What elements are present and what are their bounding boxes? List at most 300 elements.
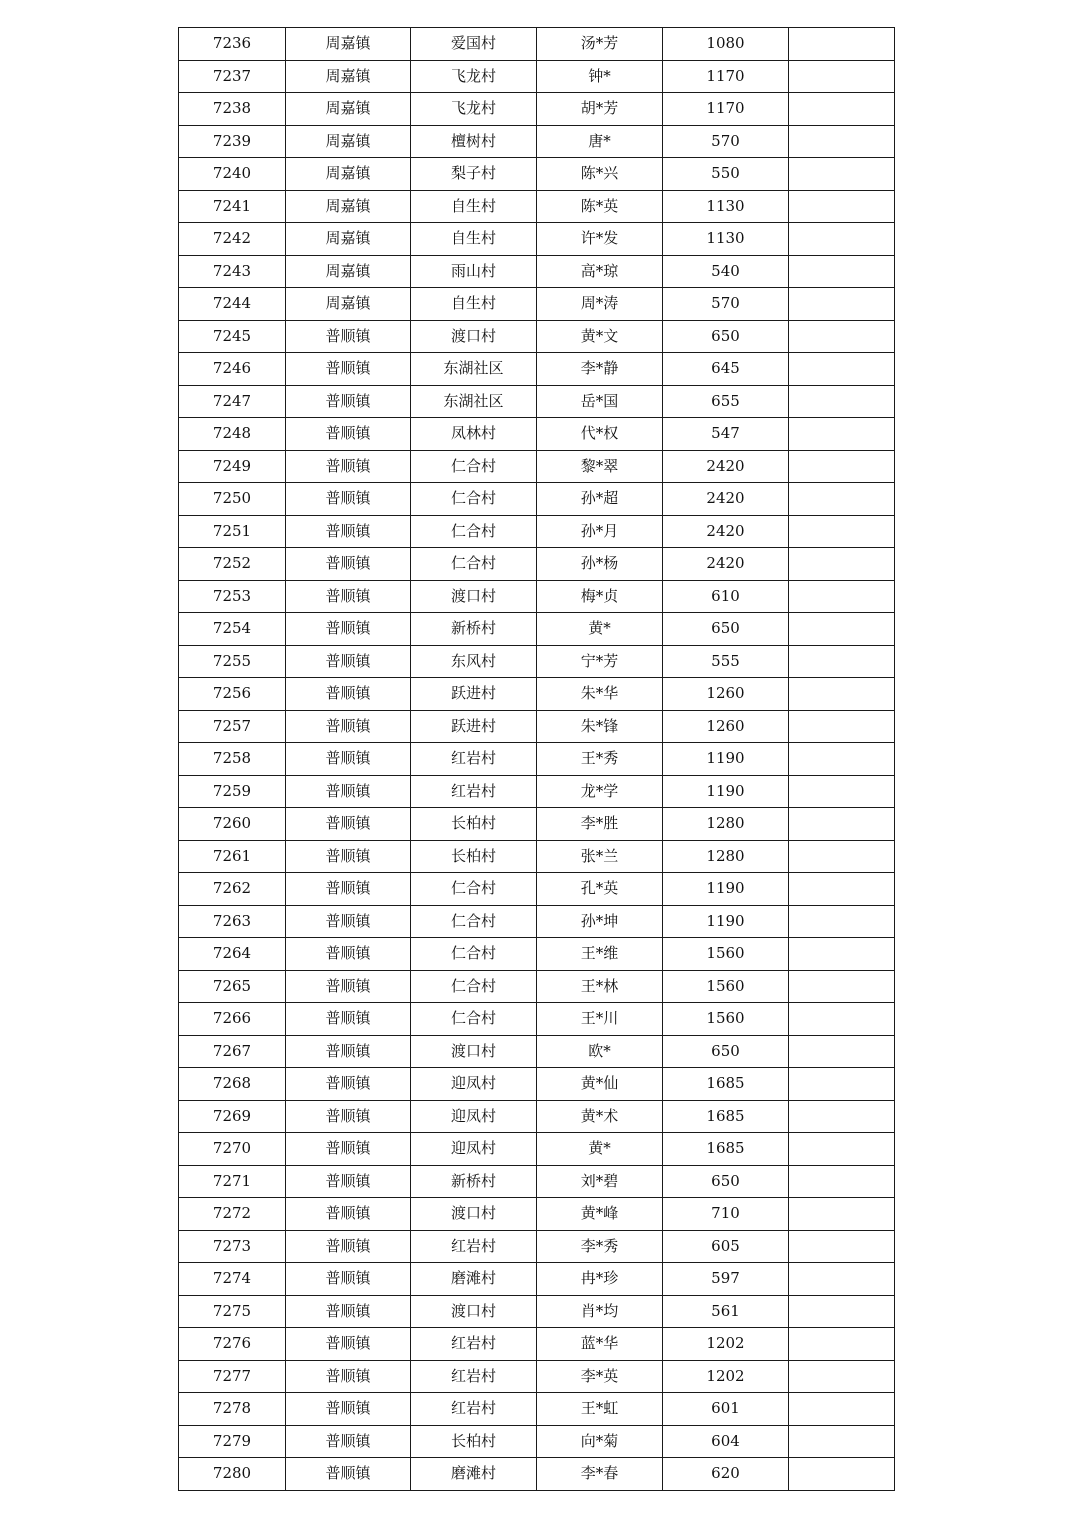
village-cell: 梨子村: [411, 158, 537, 191]
name-cell: 陈*兴: [537, 158, 663, 191]
amount-cell: 610: [663, 580, 789, 613]
town-cell: 普顺镇: [286, 743, 411, 776]
name-cell: 龙*学: [537, 775, 663, 808]
name-cell: 朱*华: [537, 678, 663, 711]
table-row: [179, 613, 895, 646]
amount-cell: 547: [663, 418, 789, 451]
name-cell: 岳*国: [537, 385, 663, 418]
note-cell: [789, 873, 895, 906]
table-row: [179, 483, 895, 516]
table-row: [179, 515, 895, 548]
town-cell: 普顺镇: [286, 1133, 411, 1166]
amount-cell: 1260: [663, 710, 789, 743]
table-row: [179, 678, 895, 711]
table-row: [179, 1198, 895, 1231]
village-cell: 东风村: [411, 645, 537, 678]
note-cell: [789, 60, 895, 93]
row-number-cell: 7258: [179, 743, 286, 776]
town-cell: 普顺镇: [286, 775, 411, 808]
row-number-cell: 7263: [179, 905, 286, 938]
row-number-cell: 7245: [179, 320, 286, 353]
row-number-cell: 7257: [179, 710, 286, 743]
name-cell: 刘*碧: [537, 1165, 663, 1198]
row-number-cell: 7248: [179, 418, 286, 451]
village-cell: 红岩村: [411, 775, 537, 808]
name-cell: 孔*英: [537, 873, 663, 906]
name-cell: 肖*均: [537, 1295, 663, 1328]
name-cell: 李*英: [537, 1360, 663, 1393]
table-row: [179, 970, 895, 1003]
note-cell: [789, 678, 895, 711]
name-cell: 李*秀: [537, 1230, 663, 1263]
town-cell: 普顺镇: [286, 873, 411, 906]
amount-cell: 2420: [663, 515, 789, 548]
row-number-cell: 7262: [179, 873, 286, 906]
amount-cell: 1280: [663, 840, 789, 873]
town-cell: 周嘉镇: [286, 190, 411, 223]
note-cell: [789, 1295, 895, 1328]
town-cell: 普顺镇: [286, 1035, 411, 1068]
row-number-cell: 7264: [179, 938, 286, 971]
table-row: [179, 1425, 895, 1458]
village-cell: 迎凤村: [411, 1100, 537, 1133]
name-cell: 高*琼: [537, 255, 663, 288]
amount-cell: 1560: [663, 1003, 789, 1036]
note-cell: [789, 548, 895, 581]
row-number-cell: 7251: [179, 515, 286, 548]
town-cell: 周嘉镇: [286, 158, 411, 191]
town-cell: 周嘉镇: [286, 255, 411, 288]
note-cell: [789, 970, 895, 1003]
note-cell: [789, 1165, 895, 1198]
note-cell: [789, 1035, 895, 1068]
row-number-cell: 7270: [179, 1133, 286, 1166]
town-cell: 普顺镇: [286, 450, 411, 483]
row-number-cell: 7237: [179, 60, 286, 93]
row-number-cell: 7279: [179, 1425, 286, 1458]
note-cell: [789, 613, 895, 646]
row-number-cell: 7247: [179, 385, 286, 418]
village-cell: 仁合村: [411, 873, 537, 906]
town-cell: 普顺镇: [286, 320, 411, 353]
town-cell: 普顺镇: [286, 1393, 411, 1426]
town-cell: 周嘉镇: [286, 28, 411, 61]
note-cell: [789, 385, 895, 418]
table-row: [179, 808, 895, 841]
name-cell: 汤*芳: [537, 28, 663, 61]
table-row: [179, 580, 895, 613]
amount-cell: 601: [663, 1393, 789, 1426]
table-row: [179, 255, 895, 288]
note-cell: [789, 255, 895, 288]
village-cell: 渡口村: [411, 1035, 537, 1068]
town-cell: 普顺镇: [286, 970, 411, 1003]
note-cell: [789, 1458, 895, 1491]
name-cell: 李*胜: [537, 808, 663, 841]
name-cell: 李*春: [537, 1458, 663, 1491]
amount-cell: 1202: [663, 1328, 789, 1361]
table-row: [179, 1230, 895, 1263]
table-row: [179, 1165, 895, 1198]
note-cell: [789, 483, 895, 516]
village-cell: 迎凤村: [411, 1068, 537, 1101]
note-cell: [789, 1133, 895, 1166]
village-cell: 渡口村: [411, 1295, 537, 1328]
row-number-cell: 7261: [179, 840, 286, 873]
note-cell: [789, 418, 895, 451]
name-cell: 蓝*华: [537, 1328, 663, 1361]
village-cell: 长柏村: [411, 808, 537, 841]
town-cell: 普顺镇: [286, 418, 411, 451]
amount-cell: 1190: [663, 743, 789, 776]
amount-cell: 655: [663, 385, 789, 418]
amount-cell: 1202: [663, 1360, 789, 1393]
village-cell: 迎凤村: [411, 1133, 537, 1166]
row-number-cell: 7260: [179, 808, 286, 841]
amount-cell: 650: [663, 320, 789, 353]
table-row: [179, 353, 895, 386]
village-cell: 仁合村: [411, 938, 537, 971]
row-number-cell: 7240: [179, 158, 286, 191]
row-number-cell: 7242: [179, 223, 286, 256]
table-row: [179, 840, 895, 873]
village-cell: 凤林村: [411, 418, 537, 451]
amount-cell: 550: [663, 158, 789, 191]
name-cell: 孙*坤: [537, 905, 663, 938]
note-cell: [789, 1425, 895, 1458]
amount-cell: 645: [663, 353, 789, 386]
amount-cell: 1685: [663, 1068, 789, 1101]
row-number-cell: 7256: [179, 678, 286, 711]
row-number-cell: 7239: [179, 125, 286, 158]
amount-cell: 1170: [663, 93, 789, 126]
table-row: [179, 190, 895, 223]
town-cell: 普顺镇: [286, 938, 411, 971]
town-cell: 普顺镇: [286, 548, 411, 581]
village-cell: 仁合村: [411, 1003, 537, 1036]
row-number-cell: 7267: [179, 1035, 286, 1068]
row-number-cell: 7278: [179, 1393, 286, 1426]
table-row: [179, 1328, 895, 1361]
note-cell: [789, 1230, 895, 1263]
amount-cell: 605: [663, 1230, 789, 1263]
table-row: [179, 385, 895, 418]
table-row: [179, 288, 895, 321]
amount-cell: 1560: [663, 970, 789, 1003]
amount-cell: 650: [663, 613, 789, 646]
note-cell: [789, 938, 895, 971]
table-row: [179, 418, 895, 451]
table-row: [179, 1100, 895, 1133]
table-row: [179, 320, 895, 353]
name-cell: 黎*翠: [537, 450, 663, 483]
name-cell: 钟*: [537, 60, 663, 93]
town-cell: 普顺镇: [286, 1328, 411, 1361]
table-row: [179, 158, 895, 191]
town-cell: 普顺镇: [286, 1230, 411, 1263]
table-row: [179, 93, 895, 126]
row-number-cell: 7275: [179, 1295, 286, 1328]
table-row: [179, 743, 895, 776]
amount-cell: 1080: [663, 28, 789, 61]
amount-cell: 1280: [663, 808, 789, 841]
village-cell: 自生村: [411, 288, 537, 321]
town-cell: 周嘉镇: [286, 125, 411, 158]
name-cell: 王*川: [537, 1003, 663, 1036]
town-cell: 普顺镇: [286, 1425, 411, 1458]
note-cell: [789, 515, 895, 548]
amount-cell: 1170: [663, 60, 789, 93]
name-cell: 黄*仙: [537, 1068, 663, 1101]
note-cell: [789, 353, 895, 386]
village-cell: 仁合村: [411, 970, 537, 1003]
row-number-cell: 7271: [179, 1165, 286, 1198]
town-cell: 普顺镇: [286, 580, 411, 613]
village-cell: 渡口村: [411, 1198, 537, 1231]
table-row: [179, 450, 895, 483]
name-cell: 黄*: [537, 1133, 663, 1166]
village-cell: 长柏村: [411, 840, 537, 873]
town-cell: 普顺镇: [286, 808, 411, 841]
name-cell: 孙*超: [537, 483, 663, 516]
name-cell: 梅*贞: [537, 580, 663, 613]
town-cell: 普顺镇: [286, 1003, 411, 1036]
village-cell: 东湖社区: [411, 353, 537, 386]
amount-cell: 1190: [663, 873, 789, 906]
name-cell: 孙*杨: [537, 548, 663, 581]
note-cell: [789, 190, 895, 223]
name-cell: 许*发: [537, 223, 663, 256]
town-cell: 普顺镇: [286, 1458, 411, 1491]
name-cell: 王*秀: [537, 743, 663, 776]
row-number-cell: 7238: [179, 93, 286, 126]
town-cell: 普顺镇: [286, 1198, 411, 1231]
name-cell: 黄*峰: [537, 1198, 663, 1231]
name-cell: 黄*文: [537, 320, 663, 353]
village-cell: 跃进村: [411, 678, 537, 711]
village-cell: 渡口村: [411, 580, 537, 613]
row-number-cell: 7274: [179, 1263, 286, 1296]
village-cell: 自生村: [411, 190, 537, 223]
table-row: [179, 1393, 895, 1426]
amount-cell: 650: [663, 1035, 789, 1068]
name-cell: 王*虹: [537, 1393, 663, 1426]
amount-cell: 710: [663, 1198, 789, 1231]
table-row: [179, 710, 895, 743]
amount-cell: 1190: [663, 905, 789, 938]
note-cell: [789, 743, 895, 776]
table-row: [179, 1068, 895, 1101]
town-cell: 普顺镇: [286, 385, 411, 418]
amount-cell: 570: [663, 288, 789, 321]
amount-cell: 1685: [663, 1100, 789, 1133]
note-cell: [789, 93, 895, 126]
town-cell: 周嘉镇: [286, 223, 411, 256]
row-number-cell: 7268: [179, 1068, 286, 1101]
table-row: [179, 905, 895, 938]
town-cell: 周嘉镇: [286, 60, 411, 93]
town-cell: 普顺镇: [286, 1165, 411, 1198]
town-cell: 普顺镇: [286, 678, 411, 711]
amount-cell: 2420: [663, 450, 789, 483]
village-cell: 飞龙村: [411, 60, 537, 93]
row-number-cell: 7259: [179, 775, 286, 808]
name-cell: 王*林: [537, 970, 663, 1003]
row-number-cell: 7265: [179, 970, 286, 1003]
row-number-cell: 7246: [179, 353, 286, 386]
amount-cell: 2420: [663, 483, 789, 516]
village-cell: 红岩村: [411, 743, 537, 776]
amount-cell: 1190: [663, 775, 789, 808]
table-row: [179, 1458, 895, 1491]
table-row: [179, 775, 895, 808]
table-row: [179, 873, 895, 906]
village-cell: 自生村: [411, 223, 537, 256]
table-row: [179, 28, 895, 61]
village-cell: 仁合村: [411, 905, 537, 938]
table-row: [179, 1133, 895, 1166]
note-cell: [789, 840, 895, 873]
amount-cell: 1560: [663, 938, 789, 971]
town-cell: 普顺镇: [286, 1360, 411, 1393]
name-cell: 宁*芳: [537, 645, 663, 678]
village-cell: 红岩村: [411, 1230, 537, 1263]
town-cell: 普顺镇: [286, 905, 411, 938]
row-number-cell: 7252: [179, 548, 286, 581]
note-cell: [789, 1360, 895, 1393]
roster-table-body: [179, 28, 895, 1491]
amount-cell: 1130: [663, 223, 789, 256]
name-cell: 李*静: [537, 353, 663, 386]
name-cell: 朱*锋: [537, 710, 663, 743]
table-row: [179, 938, 895, 971]
name-cell: 代*权: [537, 418, 663, 451]
note-cell: [789, 1100, 895, 1133]
note-cell: [789, 905, 895, 938]
village-cell: 仁合村: [411, 548, 537, 581]
row-number-cell: 7273: [179, 1230, 286, 1263]
village-cell: 跃进村: [411, 710, 537, 743]
village-cell: 红岩村: [411, 1393, 537, 1426]
town-cell: 普顺镇: [286, 515, 411, 548]
name-cell: 黄*术: [537, 1100, 663, 1133]
name-cell: 向*菊: [537, 1425, 663, 1458]
table-row: [179, 548, 895, 581]
table-row: [179, 223, 895, 256]
amount-cell: 555: [663, 645, 789, 678]
name-cell: 黄*: [537, 613, 663, 646]
row-number-cell: 7243: [179, 255, 286, 288]
name-cell: 陈*英: [537, 190, 663, 223]
amount-cell: 2420: [663, 548, 789, 581]
note-cell: [789, 1263, 895, 1296]
name-cell: 周*涛: [537, 288, 663, 321]
name-cell: 胡*芳: [537, 93, 663, 126]
amount-cell: 570: [663, 125, 789, 158]
row-number-cell: 7269: [179, 1100, 286, 1133]
town-cell: 普顺镇: [286, 1068, 411, 1101]
village-cell: 红岩村: [411, 1328, 537, 1361]
amount-cell: 1260: [663, 678, 789, 711]
note-cell: [789, 125, 895, 158]
village-cell: 长柏村: [411, 1425, 537, 1458]
amount-cell: 597: [663, 1263, 789, 1296]
row-number-cell: 7272: [179, 1198, 286, 1231]
town-cell: 普顺镇: [286, 1295, 411, 1328]
village-cell: 仁合村: [411, 450, 537, 483]
note-cell: [789, 450, 895, 483]
name-cell: 冉*珍: [537, 1263, 663, 1296]
table-row: [179, 1263, 895, 1296]
row-number-cell: 7244: [179, 288, 286, 321]
note-cell: [789, 580, 895, 613]
amount-cell: 650: [663, 1165, 789, 1198]
note-cell: [789, 288, 895, 321]
village-cell: 仁合村: [411, 483, 537, 516]
row-number-cell: 7249: [179, 450, 286, 483]
town-cell: 周嘉镇: [286, 93, 411, 126]
note-cell: [789, 1003, 895, 1036]
town-cell: 普顺镇: [286, 1100, 411, 1133]
row-number-cell: 7254: [179, 613, 286, 646]
row-number-cell: 7250: [179, 483, 286, 516]
table-row: [179, 645, 895, 678]
amount-cell: 604: [663, 1425, 789, 1458]
village-cell: 檀树村: [411, 125, 537, 158]
note-cell: [789, 1198, 895, 1231]
note-cell: [789, 320, 895, 353]
village-cell: 雨山村: [411, 255, 537, 288]
amount-cell: 1685: [663, 1133, 789, 1166]
amount-cell: 540: [663, 255, 789, 288]
name-cell: 欧*: [537, 1035, 663, 1068]
amount-cell: 620: [663, 1458, 789, 1491]
town-cell: 普顺镇: [286, 645, 411, 678]
town-cell: 普顺镇: [286, 710, 411, 743]
town-cell: 普顺镇: [286, 353, 411, 386]
amount-cell: 561: [663, 1295, 789, 1328]
town-cell: 普顺镇: [286, 1263, 411, 1296]
village-cell: 新桥村: [411, 1165, 537, 1198]
town-cell: 普顺镇: [286, 483, 411, 516]
note-cell: [789, 1068, 895, 1101]
row-number-cell: 7280: [179, 1458, 286, 1491]
town-cell: 普顺镇: [286, 613, 411, 646]
note-cell: [789, 158, 895, 191]
note-cell: [789, 223, 895, 256]
village-cell: 磨滩村: [411, 1458, 537, 1491]
name-cell: 张*兰: [537, 840, 663, 873]
village-cell: 爱国村: [411, 28, 537, 61]
row-number-cell: 7255: [179, 645, 286, 678]
village-cell: 磨滩村: [411, 1263, 537, 1296]
table-row: [179, 1035, 895, 1068]
note-cell: [789, 775, 895, 808]
town-cell: 普顺镇: [286, 840, 411, 873]
table-row: [179, 125, 895, 158]
table-row: [179, 1360, 895, 1393]
village-cell: 东湖社区: [411, 385, 537, 418]
note-cell: [789, 1393, 895, 1426]
note-cell: [789, 645, 895, 678]
row-number-cell: 7266: [179, 1003, 286, 1036]
table-row: [179, 60, 895, 93]
note-cell: [789, 808, 895, 841]
row-number-cell: 7236: [179, 28, 286, 61]
name-cell: 王*维: [537, 938, 663, 971]
table-row: [179, 1295, 895, 1328]
village-cell: 红岩村: [411, 1360, 537, 1393]
